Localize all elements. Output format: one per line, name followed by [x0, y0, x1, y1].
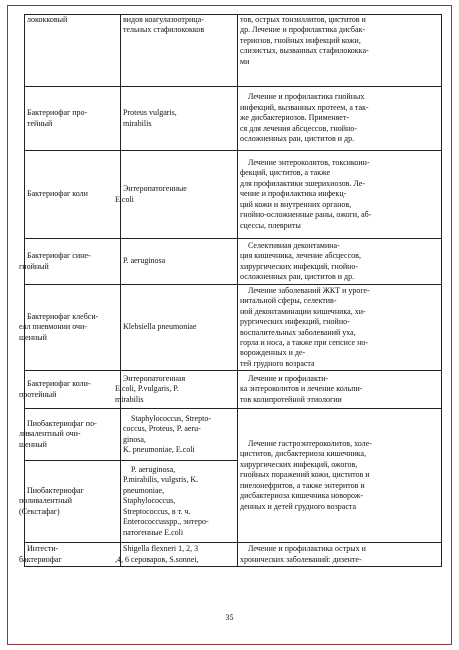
preparation-name-cell: [19, 543, 121, 567]
cell-line: Лечение и профилактика острых и: [248, 544, 366, 554]
cell-line: ся для лечения абсцессов, гнойно-: [240, 123, 358, 133]
table-row: [25, 543, 442, 567]
table-row: [25, 285, 442, 371]
page-number: 35: [225, 613, 234, 622]
cell-line: P. aeruginosa: [123, 256, 166, 266]
preparation-name-cell: [19, 409, 121, 461]
cell-line: тейный: [27, 118, 53, 128]
pathogen-cell: [121, 15, 238, 87]
indication-cell: [238, 371, 442, 409]
cell-line: дисбактериоза кишечника новорож-: [240, 491, 364, 501]
cell-line: протейный: [19, 389, 57, 399]
indication-cell: [238, 151, 442, 239]
cell-line: ворожденных и де-: [240, 348, 306, 358]
table-row: [25, 151, 442, 239]
cell-line: Энтеропатогенная: [123, 373, 186, 383]
cell-line: фекций, циститов, а также: [240, 168, 331, 178]
cell-line: Лечение энтероколитов, токсикоин-: [248, 158, 370, 168]
cell-line: инфекций, вызванных протеем, а так-: [240, 102, 369, 112]
pathogen-cell: [115, 371, 238, 409]
cell-line: ка энтероколитов и лечение кольпи-: [240, 384, 363, 394]
cell-line: Интести-: [27, 544, 59, 554]
cell-line: P.mirabilis, vulgsris, K.: [123, 475, 199, 485]
cell-line: ция кишечника, лечение абсцессов,: [240, 251, 361, 261]
indication-cell: [238, 239, 442, 285]
cell-line: Staphylococcus, Strepto-: [131, 413, 211, 423]
cell-line: воспалительных заболеваний уха,: [240, 327, 356, 337]
cell-line: Лечение заболеваний ЖКТ и уроге-: [248, 285, 370, 295]
cell-line: пиелонефритов, а также энтеритов и: [240, 480, 365, 490]
cell-line: Proteus vulgaris,: [123, 108, 177, 118]
cell-line: осложненных ран, циститов и др.: [240, 271, 355, 281]
preparation-name-cell: [25, 87, 121, 151]
indication-cell: [238, 285, 442, 371]
cell-line: ми: [240, 56, 250, 66]
cell-line: хронических заболеваний: дизенте-: [240, 554, 362, 564]
cell-line: Бактериофаг клебси-: [27, 311, 99, 321]
table-row: [25, 371, 442, 409]
cell-line: pneumoniae,: [123, 485, 165, 495]
cell-line: Лечение и профилактика гнойных: [248, 92, 365, 102]
cell-line: рургических инфекций, гнойно-: [240, 317, 350, 327]
cell-line: слизистых, вызванных стафилококка-: [240, 46, 369, 56]
indication-cell: [238, 15, 442, 87]
cell-line: (Секстафаг): [19, 506, 60, 516]
pathogen-cell: [121, 87, 238, 151]
cell-line: тей грудного возраста: [240, 358, 315, 368]
bacteriophage-table: [19, 14, 442, 567]
cell-line: осложненных ран, циститов и др.: [240, 134, 355, 144]
preparation-name-cell: [19, 371, 121, 409]
cell-line: Пиобактериофаг: [27, 485, 84, 495]
cell-line: горла и носа, а также при сепсисе но-: [240, 337, 369, 347]
cell-line: ций кожи и внутренних органов,: [240, 199, 352, 209]
cell-line: Бактериофаг про-: [27, 108, 88, 118]
cell-line: E.coli, P.vulgaris, P.: [115, 384, 179, 394]
cell-line: поливалентный: [19, 496, 72, 506]
pathogen-cell: [121, 239, 238, 285]
cell-line: елл пневмонии очи-: [19, 322, 87, 332]
cell-line: Enterococcusspp., энтеро-: [123, 517, 209, 527]
table-row: [25, 87, 442, 151]
cell-line: бактериофаг: [19, 554, 62, 564]
table-row: [25, 409, 442, 461]
preparation-name-cell: [25, 151, 121, 239]
cell-line: Пиобактериофаг по-: [27, 418, 97, 428]
cell-line: гнойных поражений кожи, циститов и: [240, 470, 370, 480]
cell-line: Staphylococcus,: [123, 496, 176, 506]
cell-line: Лечение гастроэнтероколитов, холе-: [248, 439, 372, 449]
cell-line: видов коагулазоотрица-: [123, 15, 204, 24]
cell-line: ной деконтаминации кишечника, хи-: [240, 306, 366, 316]
cell-line: Shigella flexneri 1, 2, 3: [123, 544, 199, 554]
cell-line: чение и профилактика инфекц-: [240, 189, 347, 199]
cell-line: сцессы, плевриты: [240, 220, 301, 230]
cell-line: E.coli: [115, 194, 134, 204]
table-row: [25, 15, 442, 87]
cell-line: др. Лечение и профилактика дисбак-: [240, 25, 366, 35]
cell-line: Бактериофаг коли-: [27, 379, 91, 389]
cell-line: тельных стафилококков: [123, 25, 205, 35]
pathogen-cell: [121, 461, 238, 543]
preparation-name-cell: [19, 461, 121, 543]
cell-line: денных и детей грудного возраста: [240, 501, 357, 511]
cell-line: циститов, дисбактериоза кишечника,: [240, 449, 367, 459]
cell-line: ,4, 6 сероваров, S.sonnei,: [115, 554, 199, 564]
cell-line: хирургических инфекций, гнойно-: [240, 261, 359, 271]
cell-line: Лечение и профилакти-: [248, 373, 329, 383]
cell-line: P. aeruginosa,: [131, 465, 176, 475]
cell-line: для профилактики эшерихиозов. Ле-: [240, 178, 365, 188]
preparation-name-cell: [25, 15, 121, 87]
cell-line: Энтеропатогенные: [123, 184, 187, 194]
cell-line: патогенные E.coli: [123, 527, 184, 537]
cell-line: щенный: [19, 439, 47, 449]
cell-line: K. pneumoniae, E.coli: [123, 444, 195, 454]
indication-cell: [238, 543, 442, 567]
preparation-name-cell: [19, 239, 121, 285]
cell-line: ginosa,: [123, 434, 146, 444]
indication-cell: [238, 87, 442, 151]
preparation-name-cell: [19, 285, 121, 371]
cell-line: Бактериофаг коли: [27, 189, 88, 199]
cell-line: mirabilis: [115, 394, 144, 404]
pathogen-cell: [121, 285, 238, 371]
pathogen-cell: [121, 409, 238, 461]
cell-line: Бактериофаг сине-: [27, 251, 91, 261]
cell-line: щенный: [19, 332, 47, 342]
cell-line: coccus, Proteus, P. aeru-: [123, 424, 201, 434]
cell-line: лококковый: [27, 15, 68, 24]
pathogen-cell: [115, 151, 238, 239]
cell-line: гнойно-осложненные раны, ожоги, аб-: [240, 210, 372, 220]
cell-line: же дисбактериозов. Применяет-: [240, 113, 349, 123]
cell-line: Klebsiella pneumoniae: [123, 322, 197, 332]
cell-line: нитальной сферы, селектив-: [240, 296, 337, 306]
shared-indication-cell: [238, 409, 442, 543]
cell-line: Streptococcus, в т. ч.: [123, 506, 191, 516]
cell-line: тов колипротейной этиологии: [240, 394, 342, 404]
table-row: [25, 239, 442, 285]
cell-line: териозов, гнойных инфекций кожи,: [240, 35, 361, 45]
cell-line: Селективная деконтамина-: [248, 240, 340, 250]
cell-line: ливалентный очи-: [19, 429, 81, 439]
cell-line: тов, острых тонзиллитов, циститов и: [240, 15, 366, 24]
cell-line: mirabilis: [123, 118, 152, 128]
cell-line: гнойный: [19, 261, 49, 271]
pathogen-cell: [115, 543, 238, 567]
cell-line: хирургических инфекций, ожогов,: [240, 459, 358, 469]
